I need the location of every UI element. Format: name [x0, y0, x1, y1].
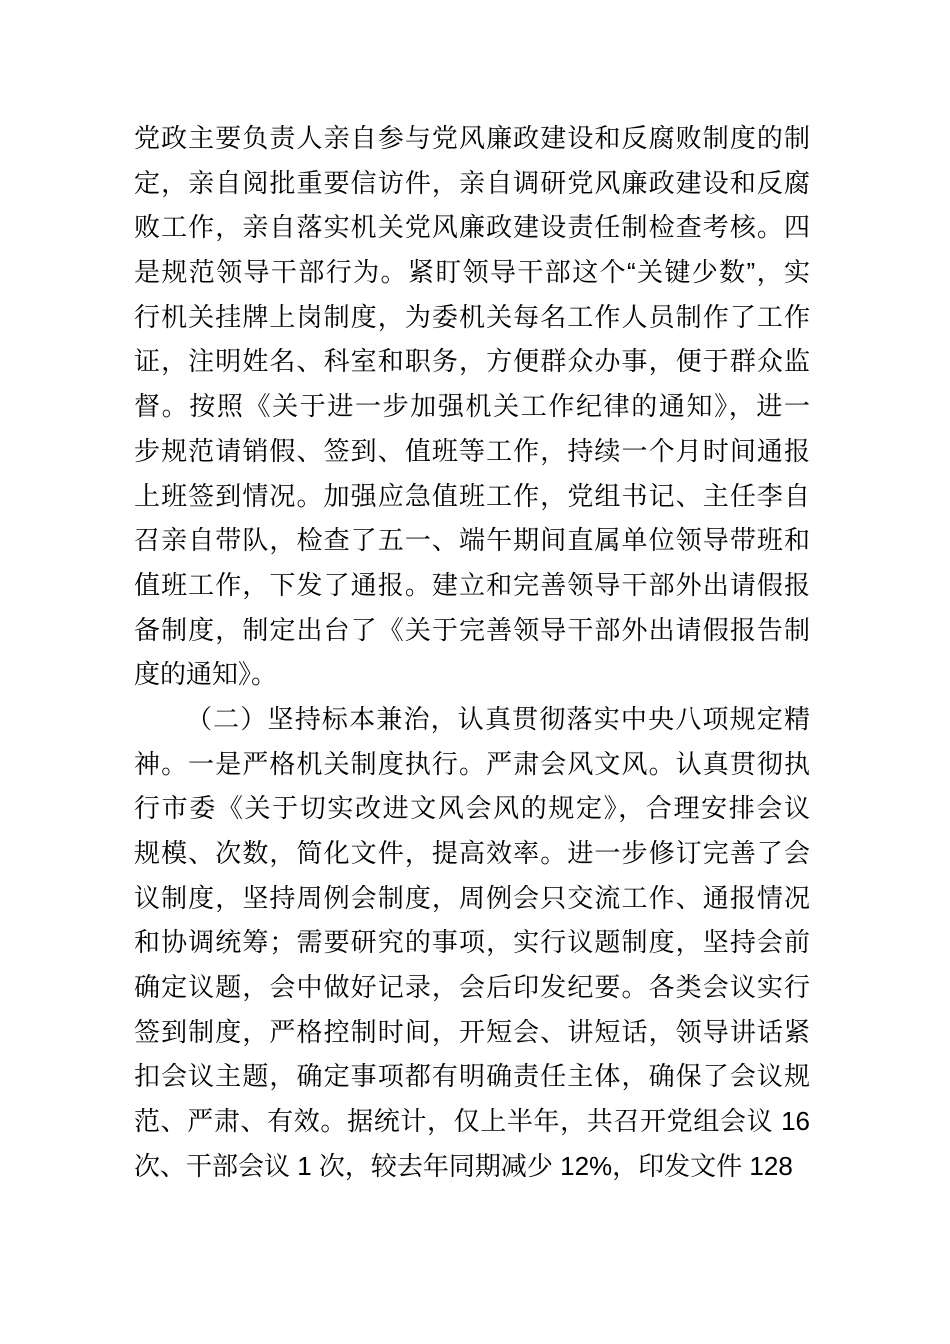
- text-line: 步规范请销假、签到、值班等工作，持续一个月时间通报: [134, 435, 810, 466]
- text-line: 议制度，坚持周例会制度，周例会只交流工作、通报情况: [134, 882, 810, 913]
- text-line: 行机关挂牌上岗制度，为委机关每名工作人员制作了工作: [134, 301, 810, 332]
- text-line: 党政主要负责人亲自参与党风廉政建设和反腐败制度的制: [134, 123, 810, 153]
- text-line: 神。一是严格机关制度执行。严肃会风文风。认真贯彻执: [134, 748, 810, 779]
- text-line: 行市委《关于切实改进文风会风的规定》，合理安排会议: [134, 793, 810, 824]
- text-line: （二）坚持标本兼治，认真贯彻落实中央八项规定精: [186, 703, 810, 734]
- text-line: 证，注明姓名、科室和职务，方便群众办事，便于群众监: [134, 346, 810, 377]
- text-line: 确定议题，会中做好记录，会后印发纪要。各类会议实行: [134, 972, 810, 1003]
- text-line: 范、严肃、有效。据统计，仅上半年，共召开党组会议 16: [134, 1106, 810, 1137]
- text-line: 上班签到情况。加强应急值班工作，党组书记、主任李自: [134, 480, 810, 511]
- paragraph: [134, 116, 810, 697]
- text-line: 督。按照《关于进一步加强机关工作纪律的通知》，进一: [134, 391, 810, 422]
- text-line: 定，亲自阅批重要信访件，亲自调研党风廉政建设和反腐: [134, 167, 810, 198]
- text-line: 值班工作，下发了通报。建立和完善领导干部外出请假报: [134, 569, 810, 600]
- text-line: 和协调统筹；需要研究的事项，实行议题制度，坚持会前: [134, 927, 810, 958]
- document-text: [134, 116, 810, 1189]
- text-line: 签到制度，严格控制时间，开短会、讲短话，领导讲话紧: [134, 1016, 810, 1047]
- text-line: 败工作，亲自落实机关党风廉政建设责任制检查考核。四: [134, 212, 810, 243]
- text-line: 备制度，制定出台了《关于完善领导干部外出请假报告制: [134, 614, 810, 645]
- text-line: 规模、次数，简化文件，提高效率。进一步修订完善了会: [134, 838, 810, 868]
- text-line: 次、干部会议 1 次，较去年同期减少 12%，印发文件 128: [134, 1150, 793, 1181]
- text-line: 度的通知》。: [134, 659, 278, 690]
- text-line: 扣会议主题，确定事项都有明确责任主体，确保了会议规: [134, 1061, 810, 1092]
- text-line: 召亲自带队，检查了五一、端午期间直属单位领导带班和: [134, 525, 810, 556]
- text-line: 是规范领导干部行为。紧盯领导干部这个“关键少数”，实: [134, 257, 810, 288]
- paragraph: [134, 697, 810, 1189]
